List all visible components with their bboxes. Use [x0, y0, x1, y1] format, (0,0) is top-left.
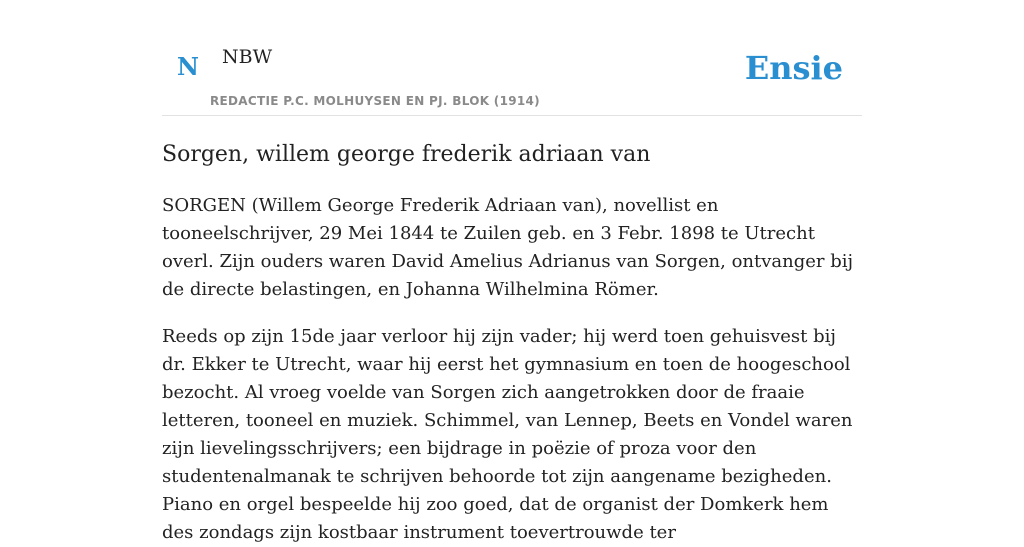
source-title[interactable]: NBW	[222, 46, 273, 68]
brand-logo[interactable]: Ensie	[744, 49, 843, 87]
article-paragraph: SORGEN (Willem George Frederik Adriaan van), novellist en tooneelschrijver, 29 Mei 1844 te Zuilen geb. en 3 Febr. 1898 te Utrecht overl. Zijn ouders waren David Amelius Adrianus van Sorgen, ontvanger bij de directe belastingen, en Johanna Wilhelmina Römer.	[162, 195, 854, 300]
source-editors: REDACTIE P.C. MOLHUYSEN EN PJ. BLOK (1914)	[210, 94, 540, 108]
header	[162, 0, 862, 116]
source-logo[interactable]: N	[177, 52, 199, 81]
article-title: Sorgen, willem george frederik adriaan van	[162, 142, 651, 167]
article-paragraph: Reeds op zijn 15de jaar verloor hij zijn vader; hij werd toen gehuisvest bij dr. Ekker te Utrecht, waar hij eerst het gymnasium en toen de hoogeschool bezocht. Al vroeg voelde van Sorgen zich aangetrokken door de fraaie letteren, tooneel en muziek. Schimmel, van Lennep, Beets en Vondel waren zijn lievelingsschrijvers; een bijdrage in poëzie of proza voor den studentenalmanak te schrijven behoorde tot zijn aangename bezigheden. Piano en orgel bespeelde hij zoo goed, dat de organist der Domkerk hem des zondags zijn kostbaar instrument toevertrouwde ter	[162, 326, 853, 543]
article	[162, 140, 862, 547]
